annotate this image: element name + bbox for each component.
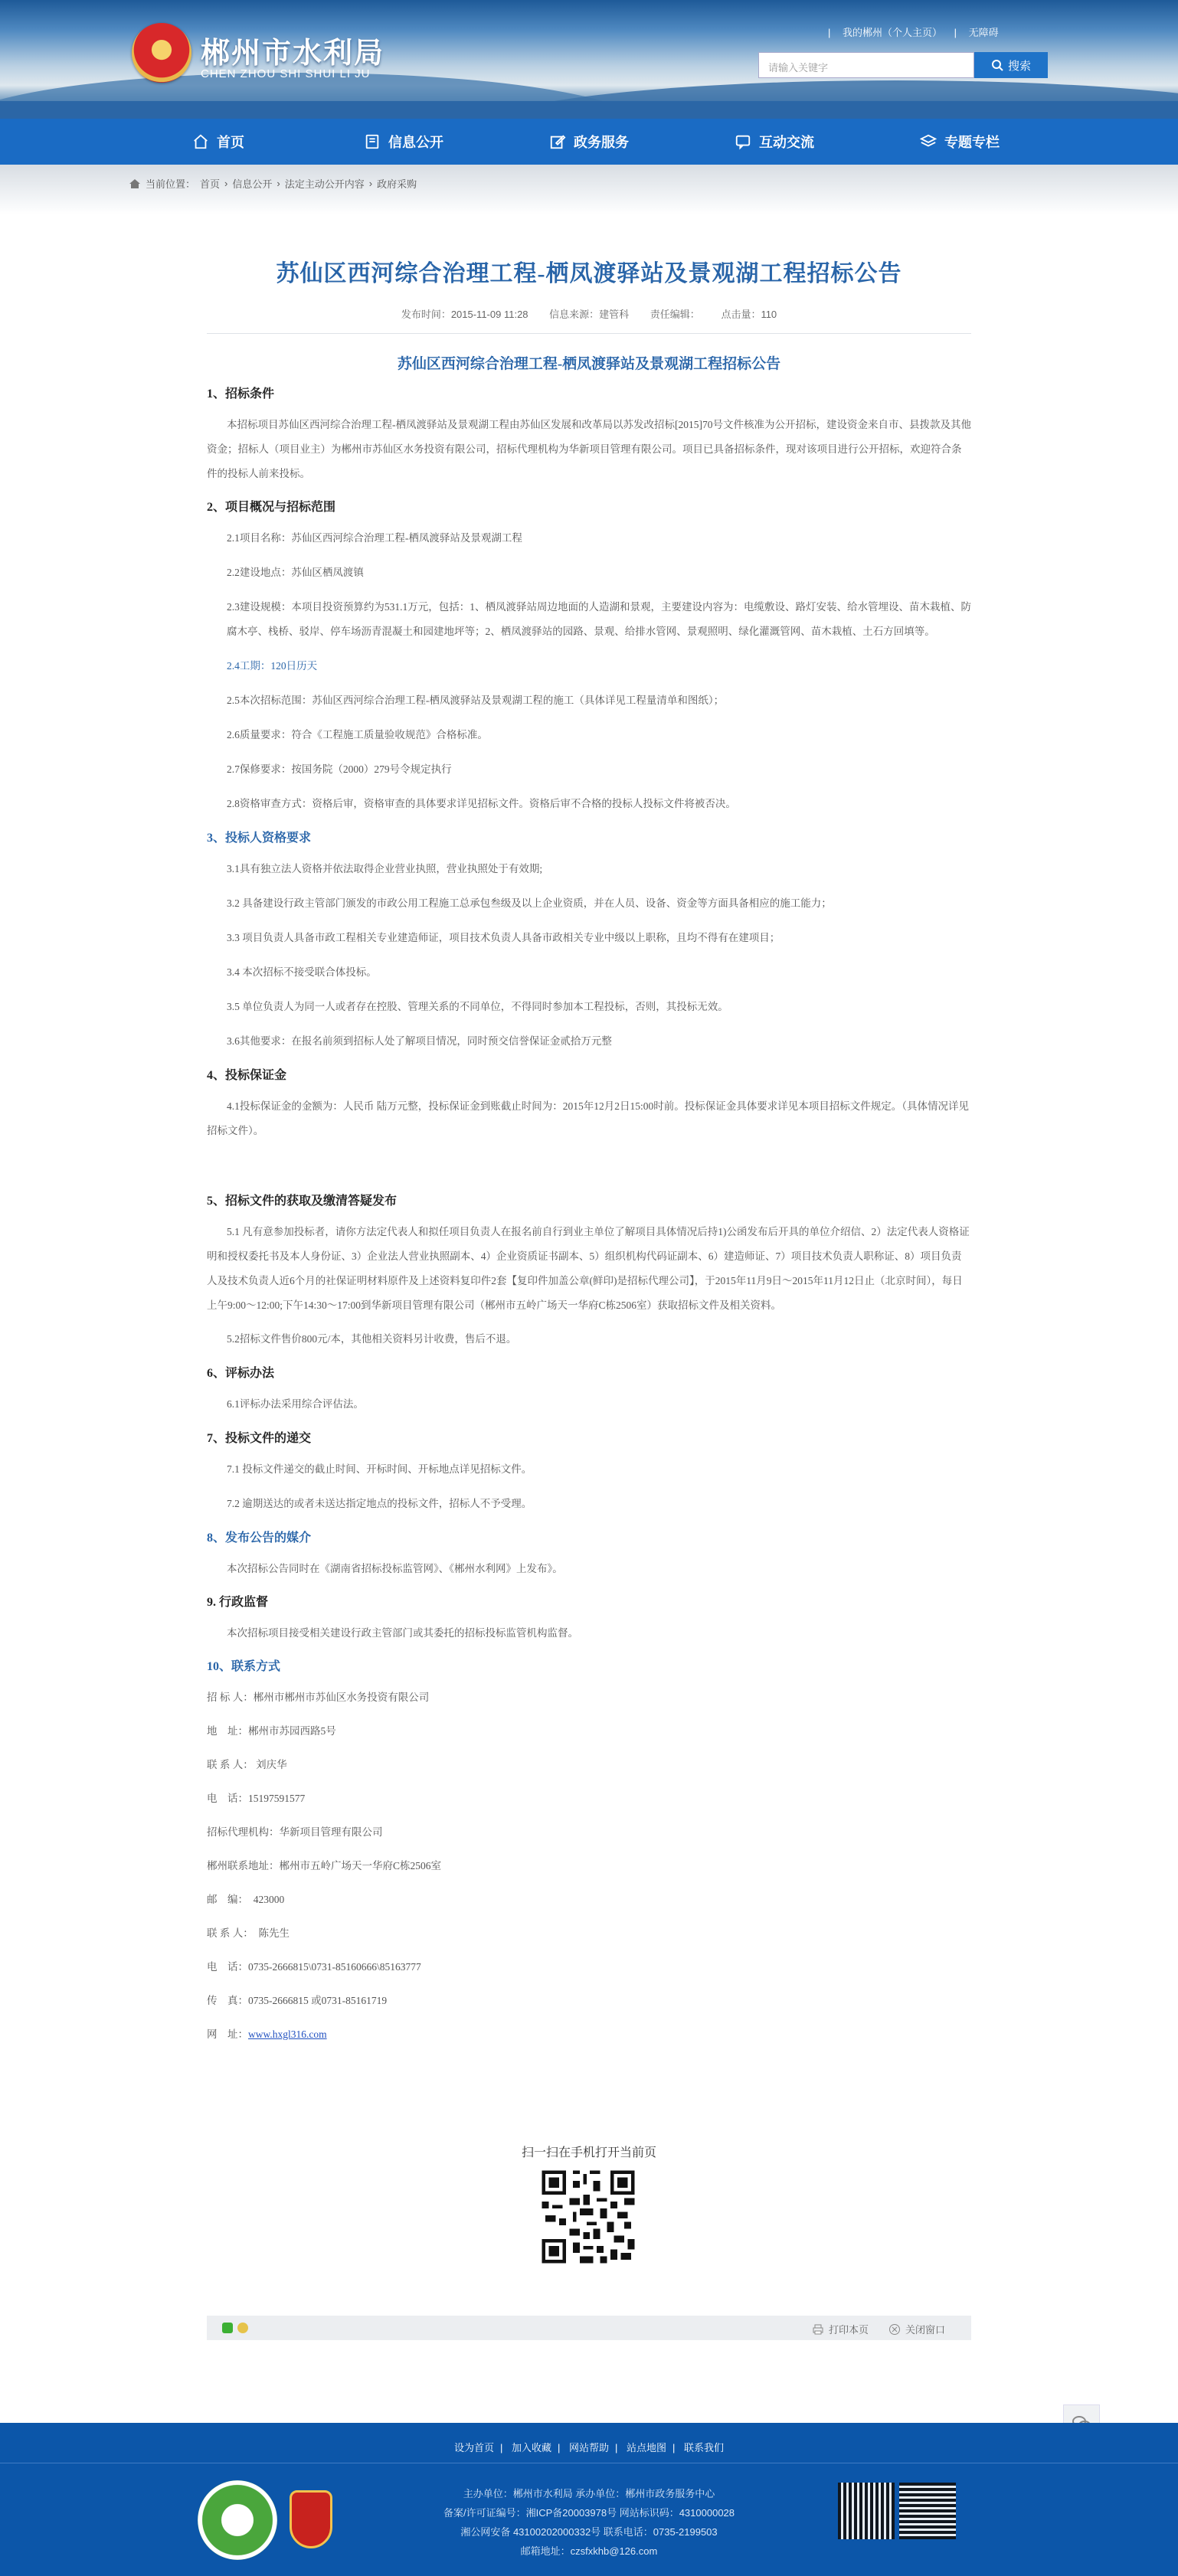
breadcrumb-item-info[interactable]: 信息公开: [232, 178, 273, 190]
contact-line: 电 话：15197591577: [207, 1793, 306, 1804]
article: [207, 214, 971, 2056]
meta-source: 信息来源：建管科: [549, 309, 630, 320]
section-heading: 2、项目概况与招标范围: [207, 501, 336, 514]
contact-line-web: [207, 2022, 971, 2047]
breadcrumb-prefix: 当前位置：: [146, 178, 196, 190]
close-window-button[interactable]: [888, 2322, 945, 2336]
paragraph: 7.1 投标文件递交的截止时间、开标时间、开标地点详见招标文件。: [227, 1463, 532, 1475]
breadcrumb-item-home[interactable]: 首页: [200, 178, 221, 190]
section-heading: 7、投标文件的递交: [207, 1432, 312, 1445]
paragraph: 2.5本次招标范围：苏仙区西河综合治理工程-栖凤渡驿站及景观湖工程的施工（具体详见工程量清单和图纸）；: [227, 695, 725, 706]
meta-views: 点击量：110: [721, 309, 777, 320]
breadcrumb-separator: ›: [368, 178, 373, 189]
footer-qr-code-icon: [838, 2483, 895, 2539]
paragraph: 2.4工期：120日历天: [227, 660, 318, 672]
layers-icon: [920, 133, 937, 150]
paragraph: 2.2建设地点：苏仙区栖凤渡镇: [227, 567, 364, 578]
paragraph: 2.6质量要求：符合《工程施工质量验收规范》合格标准。: [227, 729, 488, 740]
nav-label: 首页: [217, 135, 244, 150]
nav-label: 政务服务: [574, 135, 629, 150]
footer-police-record: 湘公网安备 43100202000332号 联系电话：0735-2199503: [460, 2526, 718, 2538]
header-water-bg: [0, 101, 1178, 119]
paragraph: 5.2招标文件售价800元/本，其他相关资料另计收费，售后不退。: [227, 1333, 517, 1345]
breadcrumb-separator: ›: [224, 178, 228, 189]
breadcrumb-separator: ›: [277, 178, 280, 189]
print-label: 打印本页: [829, 2324, 869, 2336]
footer-info: [0, 2484, 1178, 2561]
paragraph: 3.1具有独立法人资格并依法取得企业营业执照，营业执照处于有效期;: [227, 863, 543, 874]
site-header: [0, 0, 1178, 119]
paragraph: 4.1投标保证金的金额为：人民币 陆万元整，投标保证金到账截止时间为：2015年12月2日15:00时前。投标保证金具体要求详见本项目招标文件规定。（具体情况详见招标文件）。: [207, 1100, 969, 1136]
nav-label: 信息公开: [388, 135, 443, 150]
section-heading: 6、评标办法: [207, 1367, 275, 1380]
paragraph: 3.5 单位负责人为同一人或者存在控股、管理关系的不同单位，不得同时参加本工程投标，否则，其投标无效。: [227, 1001, 728, 1012]
footer-links: 设为首页 | 加入收藏 | 网站帮助 | 站点地图 | 联系我们: [453, 2442, 725, 2453]
contact-line: 招标代理机构：华新项目管理有限公司: [207, 1826, 383, 1838]
contact-line: 邮 编： 423000: [207, 1894, 285, 1905]
footer-email: 邮箱地址：czsfxkhb@126.com: [520, 2545, 658, 2557]
web-label: 网 址：: [207, 2028, 248, 2040]
top-links: [823, 25, 1003, 39]
footer-link-favorite[interactable]: 加入收藏: [511, 2442, 551, 2453]
qr-code-icon: [538, 2166, 638, 2268]
contact-line: 招 标 人：郴州市郴州市苏仙区水务投资有限公司: [207, 1692, 430, 1703]
contact-list: [207, 1685, 971, 2047]
home-icon: [192, 133, 209, 150]
print-button[interactable]: [812, 2322, 869, 2336]
paragraph: 本次招标项目接受相关建设行政主管部门或其委托的招标投标监管机构监督。: [227, 1627, 578, 1639]
section-heading: 10、联系方式: [207, 1660, 281, 1673]
web-link[interactable]: www.hxgl316.com: [248, 2028, 327, 2040]
footer-link-help[interactable]: 网站帮助: [568, 2442, 609, 2453]
section-heading: 8、发布公告的媒介: [207, 1532, 312, 1545]
article-subtitle: 苏仙区西河综合治理工程-栖凤渡驿站及景观湖工程招标公告: [397, 356, 781, 372]
contact-line: 联 系 人： 刘庆华: [207, 1759, 287, 1770]
paragraph: 本招标项目苏仙区西河综合治理工程-栖凤渡驿站及景观湖工程由苏仙区发展和改革局以苏发改招标[2015]70号文件核准为公开招标，建设资金来自市、县拨款及其他资金；招标人（项目业主）为郴州市苏仙区水务投资有限公司，招标代理机构为华新项目管理有限公司。项目已具备招标条件，现对该项目进行公开招标，欢迎符合条件的投标人前来投标。: [207, 419, 971, 479]
nav-home[interactable]: [126, 119, 311, 165]
search-button[interactable]: [974, 52, 1048, 78]
weibo-share-icon[interactable]: [237, 2323, 248, 2333]
main-nav: [0, 119, 1178, 165]
paragraph: 6.1评标办法采用综合评估法。: [227, 1398, 364, 1410]
nav-interaction[interactable]: [682, 119, 867, 165]
home-icon: [129, 178, 141, 190]
chat-icon: [735, 133, 751, 150]
article-body: [207, 382, 971, 2047]
nav-label: 专题专栏: [944, 135, 1000, 150]
paragraph: 5.1 凡有意参加投标者，请你方法定代表人和拟任项目负责人在报名前自行到业主单位了解项目具体情况后持1)公函发布后开具的单位介绍信、2）法定代表人资格证明和授权委托书及本人身份证、3）企业法人营业执照副本、4）企业资质证书副本、5）组织机构代码证副本、6）建造师证、7）项目技术负责人职称证、8）项目负责人及技术负责人近6个月的社保证明材料原件及上述资料复印件2套【复印件加盖公章(鲜印)是招标代理公司】，于2015年11月9日～2015年11月12日止（北京时间），每日上午9:00～12:00;下午14:30～17:00到华新项目管理有限公司（郴州市五岭广场天一华府C栋2506室）获取招标文件及相关资料。: [207, 1226, 970, 1311]
contact-line: 联 系 人： 陈先生: [207, 1927, 290, 1939]
article-meta: [207, 306, 971, 321]
paragraph: 7.2 逾期送达的或者未送达指定地点的投标文件，招标人不予受理。: [227, 1498, 532, 1509]
footer-icp: 备案/许可证编号：湘ICP备20003978号 网站标识码：4310000028: [443, 2507, 735, 2519]
paragraph: 3.3 项目负责人具备市政工程相关专业建造师证，项目技术负责人具备市政相关专业中级以上职称，且均不得有在建项目；: [227, 932, 780, 943]
paragraph: 2.8资格审查方式：资格后审，资格审查的具体要求详见招标文件。资格后审不合格的投标人投标文件将被否决。: [227, 798, 736, 809]
nav-info-public[interactable]: [311, 119, 496, 165]
paragraph: 3.4 本次招标不接受联合体投标。: [227, 966, 377, 978]
top-link-my-chenzhou[interactable]: 我的郴州（个人主页）: [843, 27, 943, 38]
section-heading: 5、招标文件的获取及缴清答疑发布: [207, 1195, 398, 1208]
contact-line: 郴州联系地址：郴州市五岭广场天一华府C栋2506室: [207, 1860, 442, 1872]
meta-publish-time: 发布时间：2015-11-09 11:28: [401, 309, 528, 320]
close-icon: [888, 2323, 901, 2336]
site-title[interactable]: 郴州市水利局: [201, 38, 385, 70]
wechat-share-icon[interactable]: [222, 2323, 233, 2333]
contact-line: 地 址：郴州市苏园西路5号: [207, 1725, 336, 1737]
close-label: 关闭窗口: [905, 2324, 946, 2336]
paragraph: 2.1项目名称：苏仙区西河综合治理工程-栖凤渡驿站及景观湖工程: [227, 532, 522, 544]
nav-gov-service[interactable]: [496, 119, 682, 165]
book-icon: [364, 133, 381, 150]
footer-qr-code-icon-2: [899, 2483, 956, 2539]
search-input[interactable]: 请输入关键字: [758, 52, 974, 78]
footer-link-contact[interactable]: 联系我们: [684, 2442, 725, 2453]
paragraph: 3.2 具备建设行政主管部门颁发的市政公用工程施工总承包叁级及以上企业资质，并在人员、设备、资金等方面具备相应的施工能力；: [227, 897, 832, 909]
printer-icon: [812, 2323, 824, 2336]
top-link-divider: |: [828, 27, 831, 38]
site-footer: [0, 2423, 1178, 2576]
footer-link-set-home[interactable]: 设为首页: [453, 2442, 494, 2453]
nav-label: 互动交流: [759, 135, 814, 150]
breadcrumb-item-legal[interactable]: 法定主动公开内容: [284, 178, 365, 190]
search-button-label: 搜索: [1007, 59, 1031, 73]
top-link-divider: |: [954, 27, 957, 38]
article-divider: [207, 333, 971, 334]
footer-link-sitemap[interactable]: 站点地图: [627, 2442, 667, 2453]
section-heading: 3、投标人资格要求: [207, 832, 312, 845]
footer-organizer: 主办单位：郴州市水利局 承办单位：郴州市政务服务中心: [463, 2488, 715, 2499]
paragraph: 2.3建设规模：本项目投资预算约为531.1万元，包括：1、栖凤渡驿站周边地面的人造湖和景观，主要建设内容为：电缆敷设、路灯安装、给水管埋设、苗木栽植、防腐木亭、栈桥、驳岸、停车场沥青混凝土和园建地坪等；2、栖凤渡驿站的园路、景观、给排水管网、景观照明、绿化灌溉管网、苗木栽植、土石方回填等。: [227, 601, 971, 637]
section-heading: 1、招标条件: [207, 387, 275, 400]
qr-title: 扫一扫在手机打开当前页: [521, 2146, 656, 2159]
section-heading: 4、投标保证金: [207, 1069, 287, 1082]
paragraph: 2.7保修要求：按国务院（2000）279号令规定执行: [227, 763, 452, 775]
section-heading: 9. 行政监督: [207, 1596, 269, 1609]
paragraph: 3.6其他要求：在报名前须到招标人处了解项目情况，同时预交信誉保证金贰拾万元整: [227, 1035, 612, 1047]
edit-icon: [549, 133, 566, 150]
search-icon: [991, 59, 1003, 71]
nav-special-topics[interactable]: [867, 119, 1052, 165]
national-emblem-icon[interactable]: [132, 23, 191, 83]
article-title: 苏仙区西河综合治理工程-栖凤渡驿站及景观湖工程招标公告: [276, 261, 902, 286]
paragraph: 本次招标公告同时在《湖南省招标投标监管网》、《郴州水利网》上发布》。: [227, 1563, 563, 1574]
contact-line: 传 真：0735-2666815 或0731-85161719: [207, 1995, 388, 2006]
meta-editor: 责任编辑：: [650, 309, 700, 320]
breadcrumb-item-procurement[interactable]: 政府采购: [377, 178, 417, 190]
contact-line: 电 话：0735-2666815\0731-85160666\85163777: [207, 1961, 421, 1973]
breadcrumb: [129, 176, 417, 191]
top-link-accessibility[interactable]: 无障碍: [968, 27, 999, 38]
site-subtitle: CHEN ZHOU SHI SHUI LI JU: [201, 67, 371, 80]
share-bar: [207, 2316, 971, 2340]
